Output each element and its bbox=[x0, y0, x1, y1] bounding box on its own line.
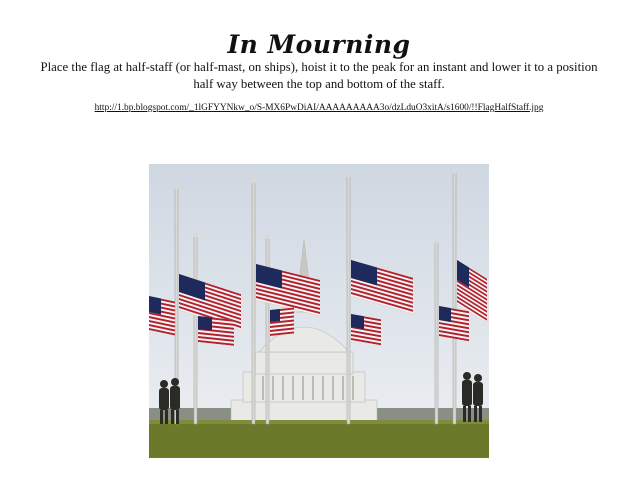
image-source-link[interactable]: http://1.bp.blogspot.com/_1lGFYYNkw_o/S-MX6PwDiAI/AAAAAAAAA3o/dzLduO3xitA/s1600/!!FlagHalfStaff.jpg bbox=[94, 103, 544, 113]
page-title: In Mourning bbox=[227, 30, 411, 59]
instruction-paragraph: Place the flag at half-staff (or half-mast, on ships), hoist it to the peak for an instant and lower it to a position half way between the top and bottom of the staff. bbox=[40, 60, 598, 91]
half-staff-flags-photo bbox=[149, 164, 489, 458]
